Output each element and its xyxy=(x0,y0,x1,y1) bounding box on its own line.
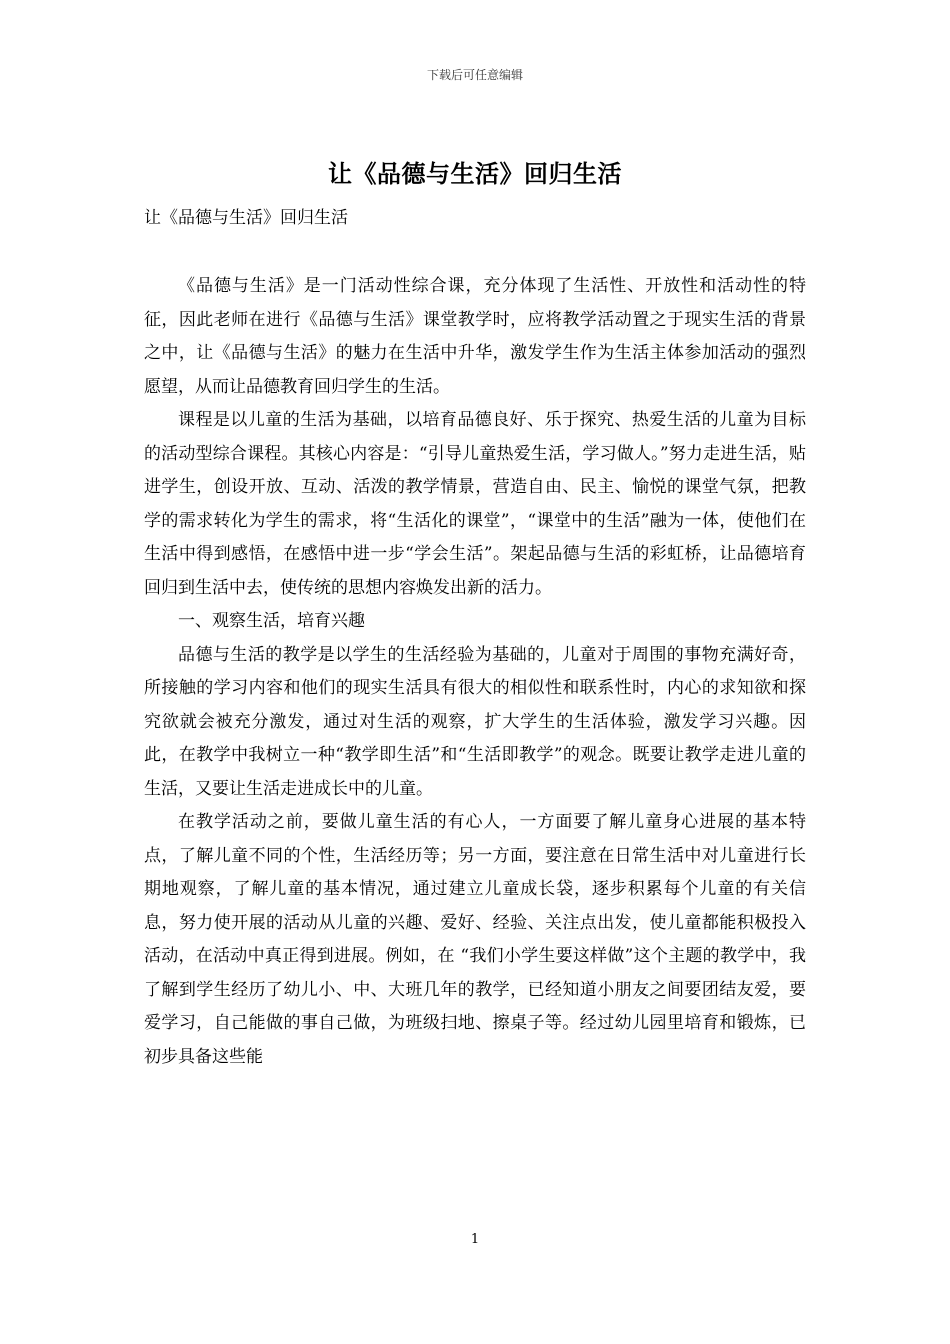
document-body xyxy=(144,270,806,1074)
document-subtitle: 让《品德与生活》回归生活 xyxy=(144,208,348,228)
header-note: 下载后可任意编辑 xyxy=(426,68,523,82)
page-number: 1 xyxy=(470,1232,480,1247)
paragraph-observe: 品德与生活的教学是以学生的生活经验为基础的，儿童对于周围的事物充满好奇，所接触的学习内容和他们的现实生活具有很大的相似性和联系性时，内心的求知欲和探究欲就会被充分激发，通过对生活的观察，扩大学生的生活体验，激发学习兴趣。因此，在教学中我树立一种“教学即生活”和“生活即教学”的观念。既要让教学走进儿童的生活，又要让生活走进成长中的儿童。 xyxy=(144,644,806,799)
document-title: 让《品德与生活》回归生活 xyxy=(328,159,622,188)
paragraph-course: 课程是以儿童的生活为基础，以培育品德良好、乐于探究、热爱生活的儿童为目标的活动型综合课程。其核心内容是：“引导儿童热爱生活，学习做人。”努力走进生活，贴进学生，创设开放、互动、活泼的教学情景，营造自由、民主、愉悦的课堂气氛，把教学的需求转化为学生的需求，将“生活化的课堂”，“课堂中的生活”融为一体，使他们在生活中得到感悟，在感悟中进一步“学会生活”。架起品德与生活的彩虹桥，让品德培育回归到生活中去，使传统的思想内容焕发出新的活力。 xyxy=(144,410,806,598)
paragraph-intro: 《品德与生活》是一门活动性综合课，充分体现了生活性、开放性和活动性的特征，因此老师在进行《品德与生活》课堂教学时，应将教学活动置之于现实生活的背景之中，让《品德与生活》的魅力在生活中升华，激发学生作为生活主体参加活动的强烈愿望，从而让品德教育回归学生的生活。 xyxy=(144,276,806,397)
paragraph-activity: 在教学活动之前，要做儿童生活的有心人，一方面要了解儿童身心进展的基本特点，了解儿童不同的个性，生活经历等；另一方面，要注意在日常生活中对儿童进行长期地观察，了解儿童的基本情况，通过建立儿童成长袋，逐步积累每个儿童的有关信息，努力使开展的活动从儿童的兴趣、爱好、经验、关注点出发，使儿童都能积极投入活动，在活动中真正得到进展。例如，在 “我们小学生要这样做”这个主题的教学中，我了解到学生经历了幼儿小、中、大班几年的教学，已经知道小朋友之间要团结友爱，要爱学习，自己能做的事自己做，为班级扫地、擦桌子等。经过幼儿园里培育和锻炼，已初步具备这些能 xyxy=(144,812,806,1067)
section-heading-1: 一、观察生活，培育兴趣 xyxy=(178,611,365,631)
